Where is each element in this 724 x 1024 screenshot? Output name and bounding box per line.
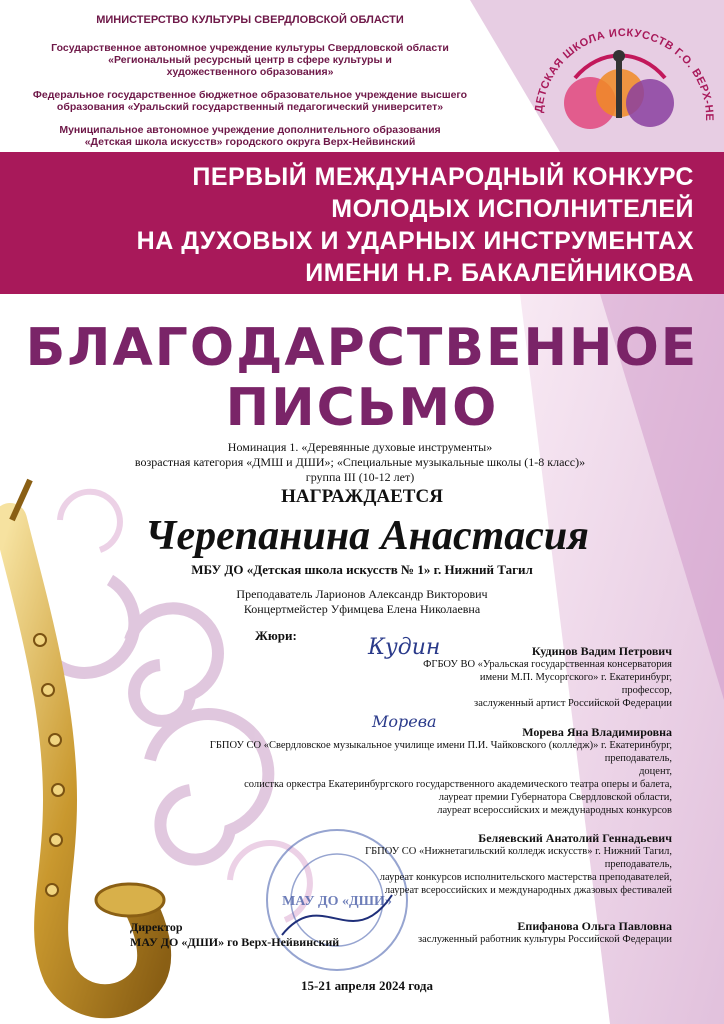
jury-3-detail-2: преподаватель, (604, 859, 672, 870)
header-org-2-line-1: Федеральное государственное бюджетное образовательное учреждение высшего (32, 89, 468, 101)
accompanist-line: Концертмейстер Уфимцева Елена Николаевна (243, 602, 481, 616)
header-org-3-line-2: «Детская школа искусств» городского округа Верх-Нейвинский (84, 136, 416, 148)
header-org-1-line-2: «Региональный ресурсный центр в сфере культуры и (108, 54, 392, 66)
director-label: Директор (130, 920, 183, 934)
jury-2-detail-2: преподаватель, (604, 753, 672, 764)
jury-2-detail-4: солистка оркестра Екатеринбургского государственного академического театра оперы и балета, (244, 779, 672, 790)
jury-3-detail-3: лауреат конкурсов исполнительского мастерства преподавателей, (379, 872, 672, 883)
jury-2-block (112, 726, 672, 817)
document-title-line-1: БЛАГОДАРСТВЕННОЕ (25, 318, 699, 378)
jury-1-detail-2: имени М.П. Мусоргского» г. Екатеринбург, (479, 672, 672, 683)
jury-1-signature: Кудин (368, 635, 441, 660)
jury-2-detail-6: лауреат всероссийских и международных конкурсов (437, 805, 672, 816)
stamp-text: МАУ ДО «ДШИ» (282, 894, 392, 909)
banner-line-1: ПЕРВЫЙ МЕЖДУНАРОДНЫЙ КОНКУРС (192, 163, 694, 191)
banner-line-4: ИМЕНИ Н.Р. БАКАЛЕЙНИКОВА (305, 259, 694, 287)
banner-line-3: НА ДУХОВЫХ И УДАРНЫХ ИНСТРУМЕНТАХ (136, 227, 694, 255)
nomination-line-2: возрастная категория «ДМШ и ДШИ»; «Специальные музыкальные школы (1-8 класс)» (134, 455, 586, 469)
jury-2-detail-5: лауреат премии Губернатора Свердловской области, (438, 792, 672, 803)
event-date: 15-21 апреля 2024 года (300, 978, 433, 993)
ministry-title: МИНИСТЕРСТВО КУЛЬТУРЫ СВЕРДЛОВСКОЙ ОБЛАСТИ (96, 14, 404, 26)
jury-3-detail-4: лауреат всероссийских и международных джазовых фестивалей (384, 885, 672, 896)
director-info (112, 920, 672, 946)
jury-3-block (112, 832, 672, 897)
jury-label: Жюри: (255, 628, 297, 643)
jury-3-name: Беляевский Анатолий Геннадьевич (478, 831, 672, 845)
jury-2-detail-1: ГБПОУ СО «Свердловское музыкальное училище имени П.И. Чайковского (колледж)» г. Екатеринбург, (209, 740, 672, 751)
header-org-1-line-3: художественного образования» (166, 66, 334, 78)
director-name: Епифанова Ольга Павловна (517, 919, 672, 933)
jury-1-detail-4: заслуженный артист Российской Федерации (474, 698, 672, 709)
nomination-line-3: группа III (10-12 лет) (305, 470, 415, 484)
jury-1-detail-3: профессор, (621, 685, 672, 696)
header-org-2-line-2: образования «Уральский государственный педагогический университет» (56, 101, 444, 113)
jury-1-name: Кудинов Вадим Петрович (531, 644, 672, 658)
document-title-line-2: ПИСЬМО (225, 378, 499, 438)
banner-line-2: МОЛОДЫХ ИСПОЛНИТЕЛЕЙ (331, 195, 694, 223)
header-org-3-line-1: Муниципальное автономное учреждение дополнительного образования (59, 124, 441, 136)
awarded-label: НАГРАЖДАЕТСЯ (281, 486, 443, 507)
jury-1-block (112, 645, 672, 710)
jury-2-signature: Морева (372, 712, 437, 731)
logo-arc-text: ДЕТСКАЯ ШКОЛА ИСКУССТВ Г.О. ВЕРХ-НЕ (533, 26, 716, 122)
nomination-line-1: Номинация 1. «Деревянные духовые инструменты» (227, 440, 493, 454)
competition-banner (0, 152, 724, 294)
header-org-1-line-1: Государственное автономное учреждение культуры Свердловской области (51, 42, 449, 54)
school-logo (520, 8, 720, 148)
jury-2-name: Морева Яна Владимировна (522, 725, 672, 739)
jury-1-detail-1: ФГБОУ ВО «Уральская государственная консерватория (423, 659, 672, 670)
teacher-line: Преподаватель Ларионов Александр Викторович (236, 587, 488, 601)
recipient-name: Черепанина Анастасия (145, 513, 589, 559)
director-title: заслуженный работник культуры Российской Федерации (417, 934, 672, 945)
director-org: МАУ ДО «ДШИ» го Верх-Нейвинский (130, 935, 340, 949)
instruments-icon (564, 50, 674, 129)
recipient-school: МБУ ДО «Детская школа искусств № 1» г. Нижний Тагил (191, 562, 533, 577)
jury-3-detail-1: ГБПОУ СО «Нижнетагильский колледж искусств» г. Нижний Тагил, (365, 846, 672, 857)
jury-2-detail-3: доцент, (639, 766, 672, 777)
